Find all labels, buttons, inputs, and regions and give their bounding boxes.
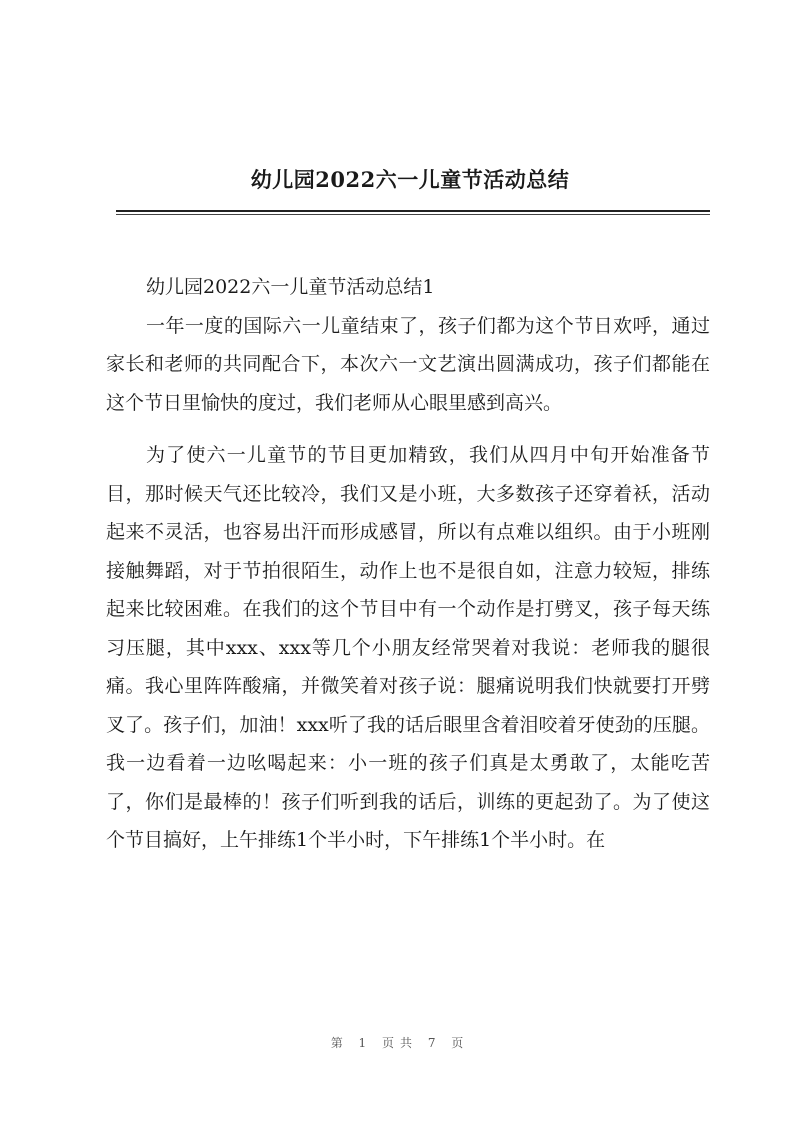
document-title: 幼儿园2022六一儿童节活动总结	[250, 167, 570, 192]
document-body	[106, 268, 710, 860]
paragraph-2: 为了使六一儿童节的节目更加精致，我们从四月中旬开始准备节目，那时候天气还比较冷，我们又是小班，大多数孩子还穿着袄，活动起来不灵活，也容易出汗而形成感冒，所以有点难以组织。由于小班刚接触舞蹈，对于节拍很陌生，动作上也不是很自如，注意力较短，排练起来比较困难。在我们的这个节目中有一个动作是打劈叉，孩子每天练习压腿，其中xxx、xxx等几个小朋友经常哭着对我说：老师我的腿很痛。我心里阵阵酸痛，并微笑着对孩子说：腿痛说明我们快就要打开劈叉了。孩子们，加油！xxx听了我的话后眼里含着泪咬着牙使劲的压腿。我一边看着一边吆喝起来：小一班的孩子们真是太勇敢了，太能吃苦了，你们是最棒的！孩子们听到我的话后，训练的更起劲了。为了使这个节目搞好，上午排练1个半小时，下午排练1个半小时。在	[106, 444, 710, 851]
page-number-footer: 第 1 页共 7 页	[330, 1036, 470, 1050]
section-heading: 幼儿园2022六一儿童节活动总结1	[146, 276, 435, 298]
paragraph-1: 一年一度的国际六一儿童结束了，孩子们都为这个节日欢呼，通过家长和老师的共同配合下，本次六一文艺演出圆满成功，孩子们都能在这个节日里愉快的度过，我们老师从心眼里感到高兴。	[106, 314, 710, 414]
title-divider	[116, 210, 710, 212]
title-divider-thin	[116, 214, 710, 215]
